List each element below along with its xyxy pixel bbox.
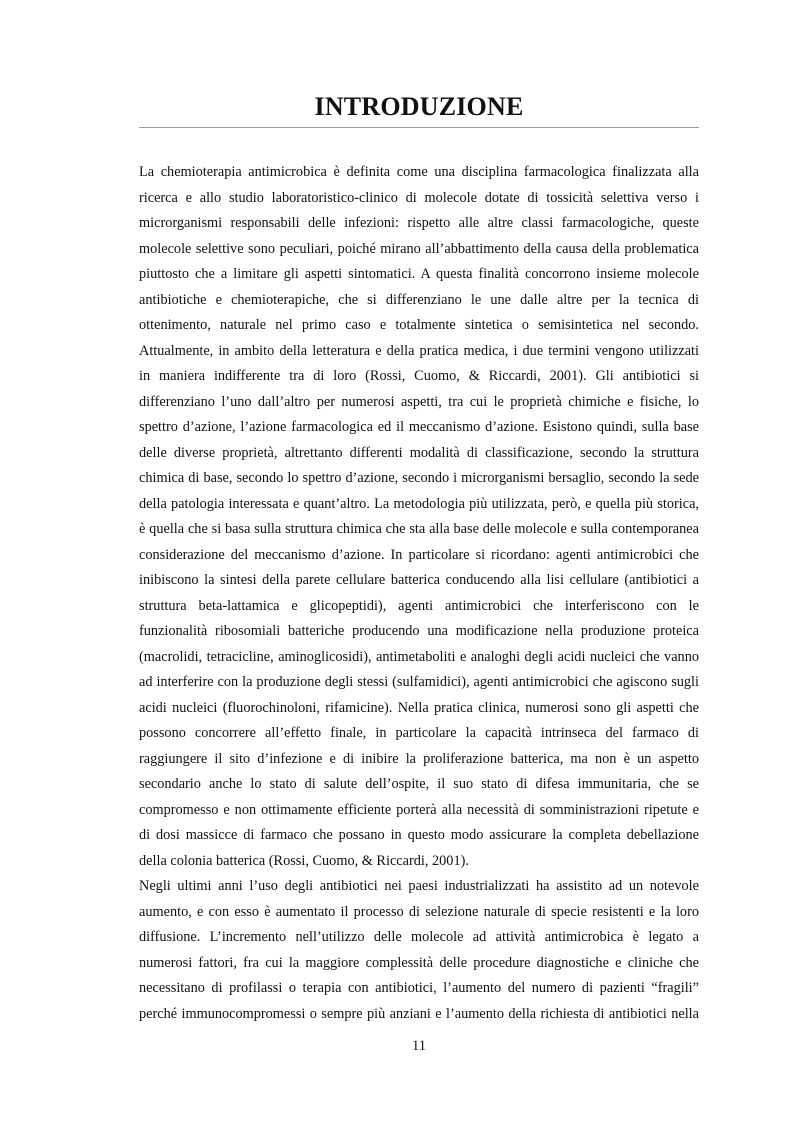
text-line: in maniera indifferente tra di loro (Rossi, Cuomo, & Riccardi, 2001). Gli antibiotici si xyxy=(139,368,699,384)
page-number: 11 xyxy=(412,1038,426,1054)
text-line: struttura beta-lattamica e glicopeptidi), agenti antimicrobici che interferiscono con le xyxy=(139,597,699,614)
paragraph-end-line: della colonia batterica (Rossi, Cuomo, & Riccardi, 2001). xyxy=(139,852,469,869)
text-line: differenziano l’uno dall’altro per numerosi aspetti, tra cui le proprietà chimiche e fisiche, lo xyxy=(139,393,699,410)
text-line: chimica di base, secondo lo spettro d’azione, secondo i microrganismi bersaglio, secondo la sede xyxy=(139,470,699,486)
text-line: numerosi fattori, fra cui la maggiore complessità delle procedure diagnostiche e cliniche che xyxy=(139,954,699,971)
text-line: inibiscono la sintesi della parete cellulare batterica conducendo alla lisi cellulare (antibiotici a xyxy=(139,572,699,588)
text-line: necessitano di profilassi o terapia con antibiotici, l’aumento del numero di pazienti “fragili” xyxy=(139,980,699,996)
page-title: INTRODUZIONE xyxy=(314,92,524,121)
text-line: possono concorrere all’effetto finale, in particolare la capacità intrinseca del farmaco di xyxy=(139,725,699,741)
text-line: compromesso e non ottimamente efficiente porterà alla necessità di somministrazioni ripetute e xyxy=(139,801,699,818)
text-line: raggiungere il sito d’infezione e di inibire la proliferazione batterica, ma non è un aspetto xyxy=(139,750,699,767)
body-text xyxy=(139,160,699,1027)
text-line: secondario anche lo stato di salute dell’ospite, il suo stato di difesa immunitaria, che se xyxy=(139,776,699,792)
text-line: ad interferire con la produzione degli stessi (sulfamidici), agenti antimicrobici che agiscono sugli xyxy=(139,674,699,690)
text-line: ottenimento, naturale nel primo caso e totalmente sintetica o semisintetica nel secondo. xyxy=(139,317,699,333)
text-line: Negli ultimi anni l’uso degli antibiotici nei paesi industrializzati ha assistito ad un notevole xyxy=(139,878,699,894)
text-line: di dosi massicce di farmaco che possano in questo modo assicurare la completa debellazione xyxy=(139,827,699,843)
text-line: perché immunocompromessi o sempre più anziani e l’aumento della richiesta di antibiotici nella xyxy=(139,1005,699,1022)
text-line: antibiotiche e chemioterapiche, che si differenziano le une dalle altre per la tecnica di xyxy=(139,291,699,308)
text-line: della patologia interessata e quant’altro. La metodologia più utilizzata, però, e quella più storica, xyxy=(139,495,699,512)
text-line: funzionalità ribosomiali batteriche producendo una modificazione nella produzione proteica xyxy=(139,623,699,639)
text-line: spettro d’azione, l’azione farmacologica ed il meccanismo d’azione. Esistono quindi, sulla base xyxy=(139,419,699,435)
text-line: ricerca e allo studio laboratoristico-clinico di molecole dotate di tossicità selettiva verso i xyxy=(139,189,699,206)
text-line: diffusione. L’incremento nell’utilizzo delle molecole ad attività antimicrobica è legato a xyxy=(139,929,699,945)
text-line: delle diverse proprietà, altrettanto differenti modalità di classificazione, secondo la struttura xyxy=(139,444,699,461)
text-line: aumento, e con esso è aumentato il processo di selezione naturale di specie resistenti e la loro xyxy=(139,903,699,920)
text-line: Attualmente, in ambito della letteratura e della pratica medica, i due termini vengono utilizzati xyxy=(139,342,699,359)
text-line: piuttosto che a limitare gli aspetti sintomatici. A questa finalità concorrono insieme molecole xyxy=(139,266,699,282)
text-line: acidi nucleici (fluorochinoloni, rifamicine). Nella pratica clinica, numerosi sono gli aspetti che xyxy=(139,699,699,716)
title-underline-divider xyxy=(139,127,699,128)
text-line: La chemioterapia antimicrobica è definita come una disciplina farmacologica finalizzata alla xyxy=(139,164,699,180)
text-line: considerazione del meccanismo d’azione. In particolare si ricordano: agenti antimicrobici che xyxy=(139,546,699,563)
text-line: microrganismi responsabili delle infezioni: rispetto alle altre classi farmacologiche, queste xyxy=(139,215,699,231)
text-line: è quella che si basa sulla struttura chimica che sta alla base delle molecole e sulla contemporanea xyxy=(139,521,699,537)
text-line: molecole selettive sono peculiari, poiché mirano all’abbattimento della causa della problematica xyxy=(139,240,699,257)
text-line: (macrolidi, tetracicline, aminoglicosidi), antimetaboliti e analoghi degli acidi nucleici che vanno xyxy=(139,648,699,665)
